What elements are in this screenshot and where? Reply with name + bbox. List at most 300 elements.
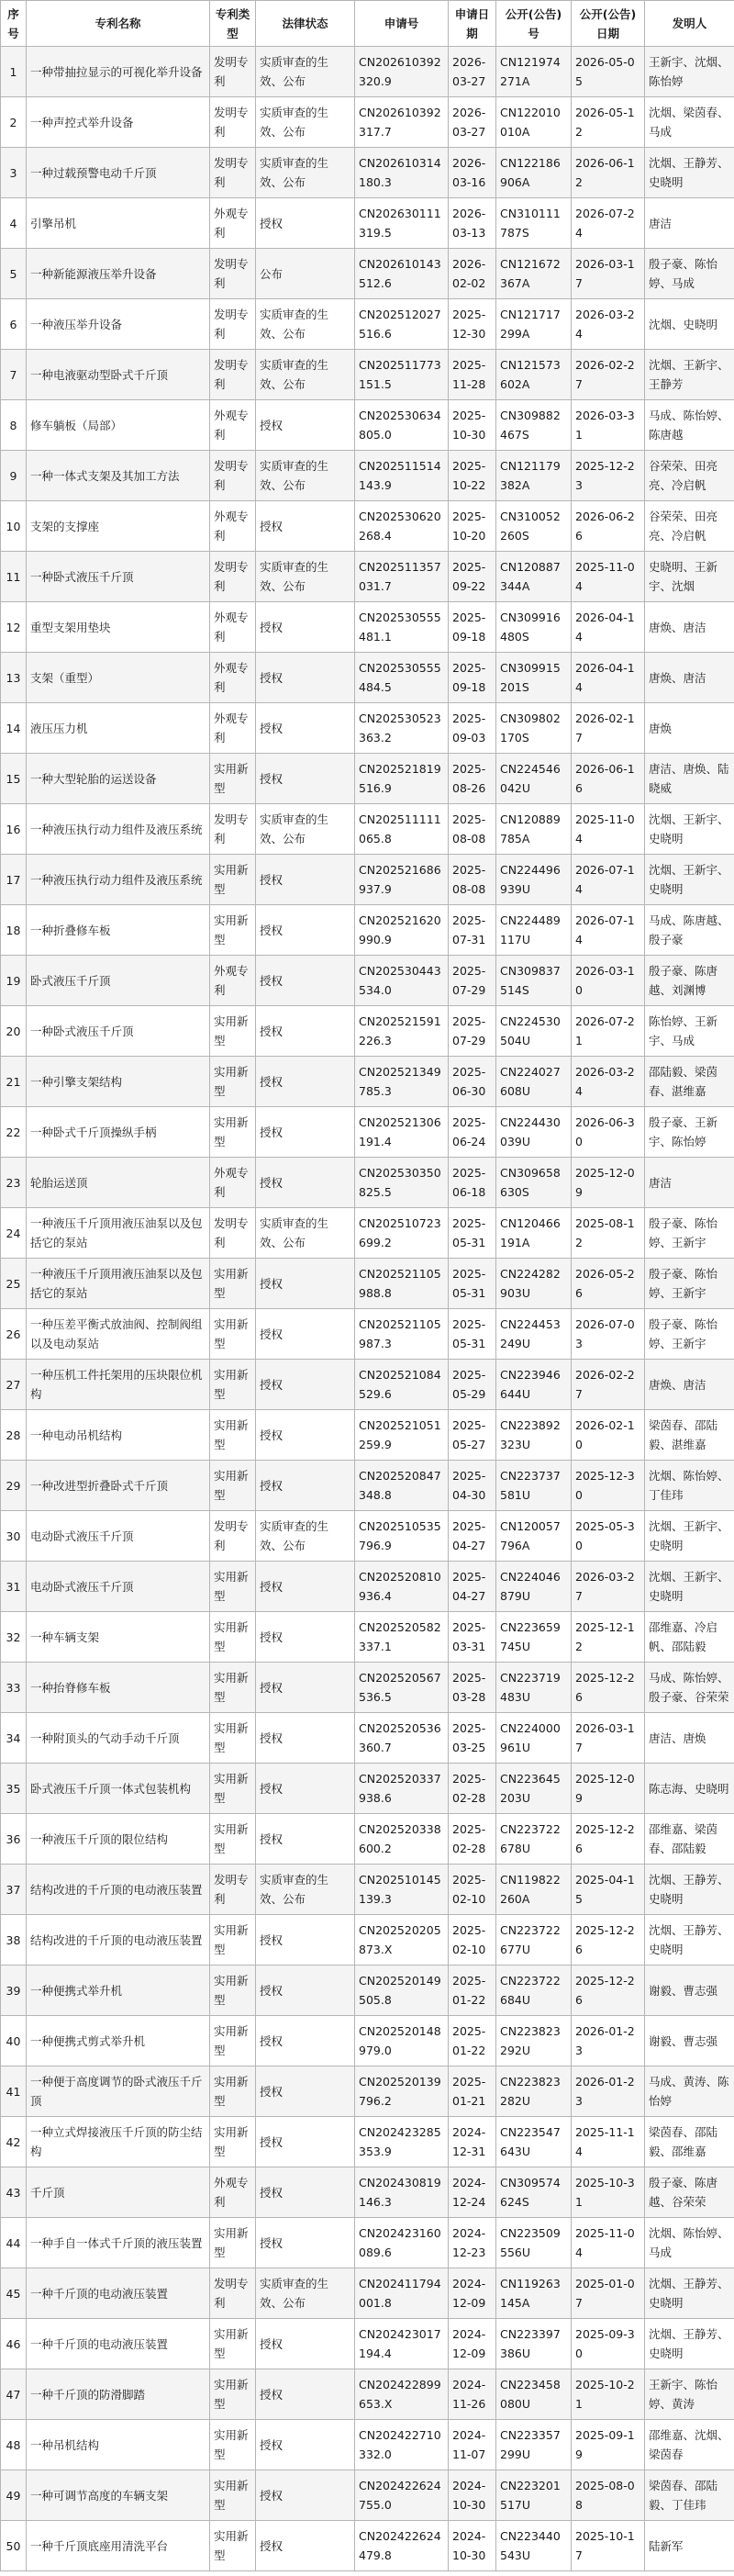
cell-application-date: 2025-03-25 (449, 1713, 496, 1764)
cell-patent-type: 外观专利 (210, 400, 256, 451)
cell-publication-number: CN224489117U (496, 905, 572, 956)
cell-application-number: CN202520536360.7 (355, 1713, 449, 1764)
cell-inventors: 沈烟、王静芳、史晓明 (645, 1915, 734, 1966)
cell-legal-status: 授权 (256, 2521, 355, 2571)
cell-legal-status: 实质审查的生效、公布 (256, 451, 355, 501)
cell-publication-date: 2026-04-14 (572, 653, 645, 703)
table-row (1, 552, 734, 602)
cell-publication-number: CN122010010A (496, 97, 572, 148)
cell-application-number: CN202521084529.6 (355, 1360, 449, 1410)
table-row (1, 1612, 734, 1663)
cell-application-date: 2024-12-09 (449, 2268, 496, 2319)
cell-application-date: 2025-04-27 (449, 1511, 496, 1562)
cell-patent-name: 一种车辆支架 (27, 1612, 210, 1663)
cell-legal-status: 授权 (256, 2016, 355, 2066)
cell-patent-name: 一种手自一体式千斤顶的液压装置 (27, 2218, 210, 2268)
table-row (1, 350, 734, 400)
cell-patent-name: 支架（重型） (27, 653, 210, 703)
cell-application-number: CN202520847348.8 (355, 1461, 449, 1511)
cell-patent-name: 重型支架用垫块 (27, 602, 210, 653)
cell-publication-date: 2025-08-08 (572, 2470, 645, 2521)
cell-application-number: CN202423285353.9 (355, 2117, 449, 2167)
cell-patent-type: 实用新型 (210, 1006, 256, 1057)
cell-application-number: CN202423160089.6 (355, 2218, 449, 2268)
cell-index: 38 (1, 1915, 27, 1966)
cell-publication-date: 2025-08-12 (572, 1208, 645, 1259)
cell-legal-status: 授权 (256, 956, 355, 1006)
cell-publication-date: 2025-12-30 (572, 1461, 645, 1511)
cell-publication-date: 2026-03-24 (572, 299, 645, 350)
cell-legal-status: 实质审查的生效、公布 (256, 350, 355, 400)
cell-inventors: 唐焕 (645, 703, 734, 754)
cell-application-number: CN202521686937.9 (355, 855, 449, 905)
cell-legal-status: 授权 (256, 653, 355, 703)
cell-legal-status: 授权 (256, 1562, 355, 1612)
cell-application-date: 2025-03-28 (449, 1663, 496, 1713)
cell-index: 50 (1, 2521, 27, 2571)
cell-publication-date: 2025-11-04 (572, 2218, 645, 2268)
cell-patent-type: 实用新型 (210, 1410, 256, 1461)
cell-publication-number: CN223397386U (496, 2319, 572, 2369)
cell-legal-status: 授权 (256, 1663, 355, 1713)
cell-patent-name: 一种声控式举升设备 (27, 97, 210, 148)
table-row (1, 1410, 734, 1461)
cell-index: 46 (1, 2319, 27, 2369)
cell-publication-number: CN223823292U (496, 2016, 572, 2066)
cell-index: 16 (1, 804, 27, 855)
cell-application-date: 2025-05-29 (449, 1360, 496, 1410)
cell-inventors: 陈怡婷、王新宇、马成 (645, 1006, 734, 1057)
cell-patent-name: 卧式液压千斤顶一体式包装机构 (27, 1764, 210, 1814)
cell-publication-date: 2026-01-23 (572, 2016, 645, 2066)
cell-publication-number: CN223719483U (496, 1663, 572, 1713)
cell-application-number: CN202530350825.5 (355, 1158, 449, 1208)
cell-application-number: CN202521051259.9 (355, 1410, 449, 1461)
cell-patent-name: 一种液压举升设备 (27, 299, 210, 350)
table-row (1, 1713, 734, 1764)
table-row (1, 1461, 734, 1511)
header-publication-number: 公开(公告)号 (496, 1, 572, 47)
cell-patent-type: 实用新型 (210, 1915, 256, 1966)
cell-publication-date: 2025-12-26 (572, 1966, 645, 2016)
cell-index: 32 (1, 1612, 27, 1663)
cell-legal-status: 授权 (256, 1612, 355, 1663)
table-row (1, 1309, 734, 1360)
cell-patent-name: 一种千斤顶底座用清洗平台 (27, 2521, 210, 2571)
cell-patent-name: 一种折叠修车板 (27, 905, 210, 956)
cell-application-number: CN202511357031.7 (355, 552, 449, 602)
cell-publication-number: CN121573602A (496, 350, 572, 400)
cell-index: 37 (1, 1865, 27, 1915)
cell-application-date: 2026-03-27 (449, 47, 496, 97)
cell-publication-date: 2025-10-31 (572, 2167, 645, 2218)
table-row (1, 2369, 734, 2420)
cell-patent-type: 实用新型 (210, 905, 256, 956)
cell-application-number: CN202422624755.0 (355, 2470, 449, 2521)
cell-inventors: 唐焕、唐洁 (645, 1360, 734, 1410)
cell-application-date: 2026-03-27 (449, 97, 496, 148)
cell-application-number: CN202422899653.X (355, 2369, 449, 2420)
cell-publication-date: 2026-06-12 (572, 148, 645, 198)
cell-patent-name: 一种液压千斤顶用液压油泵以及包括它的泵站 (27, 1259, 210, 1309)
cell-patent-name: 一种抬脊修车板 (27, 1663, 210, 1713)
cell-publication-date: 2026-07-14 (572, 855, 645, 905)
cell-application-date: 2025-09-18 (449, 653, 496, 703)
cell-application-date: 2025-08-08 (449, 804, 496, 855)
cell-publication-date: 2025-12-26 (572, 1915, 645, 1966)
cell-application-number: CN202610314180.3 (355, 148, 449, 198)
cell-patent-name: 一种一体式支架及其加工方法 (27, 451, 210, 501)
cell-index: 33 (1, 1663, 27, 1713)
cell-publication-number: CN224496939U (496, 855, 572, 905)
cell-application-date: 2025-01-22 (449, 2016, 496, 2066)
cell-application-number: CN202520582337.1 (355, 1612, 449, 1663)
table-row (1, 2268, 734, 2319)
cell-index: 1 (1, 47, 27, 97)
table-row (1, 2016, 734, 2066)
cell-publication-number: CN224546042U (496, 754, 572, 804)
cell-patent-name: 液压压力机 (27, 703, 210, 754)
cell-application-number: CN202520149505.8 (355, 1966, 449, 2016)
table-row (1, 1966, 734, 2016)
cell-legal-status: 授权 (256, 2420, 355, 2470)
cell-patent-name: 一种新能源液压举升设备 (27, 249, 210, 299)
cell-application-number: CN202610143512.6 (355, 249, 449, 299)
cell-legal-status: 授权 (256, 1107, 355, 1158)
cell-legal-status: 授权 (256, 1057, 355, 1107)
cell-publication-date: 2026-01-23 (572, 2066, 645, 2117)
cell-publication-number: CN119822260A (496, 1865, 572, 1915)
cell-application-date: 2025-09-18 (449, 602, 496, 653)
header-application-number: 申请号 (355, 1, 449, 47)
cell-legal-status: 授权 (256, 2117, 355, 2167)
cell-publication-date: 2026-06-26 (572, 501, 645, 552)
cell-inventors: 史晓明、王新宇、沈烟 (645, 552, 734, 602)
cell-patent-type: 发明专利 (210, 1511, 256, 1562)
cell-index: 48 (1, 2420, 27, 2470)
cell-application-date: 2025-03-31 (449, 1612, 496, 1663)
cell-publication-number: CN310052260S (496, 501, 572, 552)
cell-legal-status: 实质审查的生效、公布 (256, 804, 355, 855)
cell-patent-name: 一种卧式千斤顶操纵手柄 (27, 1107, 210, 1158)
cell-application-date: 2024-11-26 (449, 2369, 496, 2420)
cell-patent-name: 支架的支撑座 (27, 501, 210, 552)
cell-inventors: 沈烟、王新宇、王静芳 (645, 350, 734, 400)
cell-legal-status: 授权 (256, 2218, 355, 2268)
cell-inventors: 谷荣荣、田亮亮、冷启帆 (645, 451, 734, 501)
table-row (1, 1865, 734, 1915)
cell-application-date: 2025-09-22 (449, 552, 496, 602)
cell-application-number: CN202520205873.X (355, 1915, 449, 1966)
cell-application-date: 2025-05-27 (449, 1410, 496, 1461)
cell-inventors: 殷子豪、陈怡婷、马成 (645, 249, 734, 299)
cell-application-number: CN202510145139.3 (355, 1865, 449, 1915)
cell-application-number: CN202610392317.7 (355, 97, 449, 148)
header-application-date: 申请日期 (449, 1, 496, 47)
cell-publication-number: CN309882467S (496, 400, 572, 451)
cell-application-date: 2025-10-30 (449, 400, 496, 451)
cell-index: 27 (1, 1360, 27, 1410)
header-inventors: 发明人 (645, 1, 734, 47)
cell-index: 19 (1, 956, 27, 1006)
table-row (1, 2521, 734, 2571)
cell-legal-status: 授权 (256, 2066, 355, 2117)
cell-index: 35 (1, 1764, 27, 1814)
cell-publication-number: CN223737581U (496, 1461, 572, 1511)
cell-publication-date: 2025-11-04 (572, 552, 645, 602)
cell-patent-name: 一种可调节高度的车辆支架 (27, 2470, 210, 2521)
cell-patent-type: 实用新型 (210, 2117, 256, 2167)
cell-inventors: 唐焕、唐洁 (645, 602, 734, 653)
cell-index: 43 (1, 2167, 27, 2218)
cell-publication-number: CN121974271A (496, 47, 572, 97)
cell-patent-type: 实用新型 (210, 855, 256, 905)
cell-patent-type: 实用新型 (210, 1612, 256, 1663)
cell-patent-type: 发明专利 (210, 451, 256, 501)
cell-publication-number: CN309802170S (496, 703, 572, 754)
cell-publication-number: CN223946644U (496, 1360, 572, 1410)
cell-inventors: 沈烟、王静芳、史晓明 (645, 2319, 734, 2369)
cell-patent-type: 实用新型 (210, 2016, 256, 2066)
cell-publication-date: 2025-11-04 (572, 804, 645, 855)
table-row (1, 451, 734, 501)
cell-legal-status: 授权 (256, 754, 355, 804)
cell-patent-type: 发明专利 (210, 299, 256, 350)
cell-index: 41 (1, 2066, 27, 2117)
table-header-row (1, 1, 734, 47)
table-row (1, 1663, 734, 1713)
cell-application-number: CN202521349785.3 (355, 1057, 449, 1107)
table-row (1, 1208, 734, 1259)
cell-inventors: 陆新军 (645, 2521, 734, 2571)
table-row (1, 249, 734, 299)
cell-inventors: 沈烟、史晓明 (645, 299, 734, 350)
cell-patent-name: 一种液压千斤顶用液压油泵以及包括它的泵站 (27, 1208, 210, 1259)
cell-patent-type: 实用新型 (210, 2369, 256, 2420)
cell-inventors: 唐焕、唐洁 (645, 653, 734, 703)
table-row (1, 400, 734, 451)
cell-publication-number: CN223645203U (496, 1764, 572, 1814)
cell-publication-date: 2026-07-14 (572, 905, 645, 956)
cell-publication-date: 2026-04-14 (572, 602, 645, 653)
cell-patent-name: 一种附顶头的气动手动千斤顶 (27, 1713, 210, 1764)
cell-inventors: 沈烟、王新宇、史晓明 (645, 804, 734, 855)
cell-publication-date: 2026-02-10 (572, 1410, 645, 1461)
cell-publication-number: CN224046879U (496, 1562, 572, 1612)
cell-legal-status: 授权 (256, 602, 355, 653)
table-row (1, 299, 734, 350)
cell-application-date: 2025-06-18 (449, 1158, 496, 1208)
cell-patent-type: 实用新型 (210, 1764, 256, 1814)
cell-index: 47 (1, 2369, 27, 2420)
cell-inventors: 沈烟、陈怡婷、丁佳玮 (645, 1461, 734, 1511)
cell-patent-type: 实用新型 (210, 2319, 256, 2369)
cell-patent-type: 实用新型 (210, 1966, 256, 2016)
table-row (1, 1360, 734, 1410)
header-index: 序号 (1, 1, 27, 47)
table-row (1, 198, 734, 249)
cell-application-number: CN202530443534.0 (355, 956, 449, 1006)
cell-patent-name: 引擎吊机 (27, 198, 210, 249)
cell-application-number: CN202530555481.1 (355, 602, 449, 653)
cell-publication-number: CN119263145A (496, 2268, 572, 2319)
cell-publication-number: CN122186906A (496, 148, 572, 198)
cell-publication-number: CN223892323U (496, 1410, 572, 1461)
cell-application-number: CN202411794001.8 (355, 2268, 449, 2319)
cell-legal-status: 授权 (256, 1713, 355, 1764)
cell-publication-date: 2025-04-15 (572, 1865, 645, 1915)
cell-application-date: 2025-02-10 (449, 1915, 496, 1966)
cell-application-number: CN202530634805.0 (355, 400, 449, 451)
cell-patent-name: 一种卧式液压千斤顶 (27, 1006, 210, 1057)
cell-patent-type: 实用新型 (210, 2470, 256, 2521)
cell-patent-name: 结构改进的千斤顶的电动液压装置 (27, 1865, 210, 1915)
cell-publication-number: CN223722678U (496, 1814, 572, 1865)
table-row (1, 602, 734, 653)
cell-legal-status: 授权 (256, 2470, 355, 2521)
cell-publication-date: 2025-01-07 (572, 2268, 645, 2319)
cell-application-date: 2024-12-24 (449, 2167, 496, 2218)
cell-index: 7 (1, 350, 27, 400)
cell-inventors: 陈志海、史晓明 (645, 1764, 734, 1814)
cell-patent-name: 一种便携式剪式举升机 (27, 2016, 210, 2066)
cell-patent-type: 发明专利 (210, 148, 256, 198)
cell-application-date: 2026-02-02 (449, 249, 496, 299)
cell-legal-status: 实质审查的生效、公布 (256, 148, 355, 198)
cell-application-number: CN202511111065.8 (355, 804, 449, 855)
cell-index: 26 (1, 1309, 27, 1360)
cell-patent-name: 一种液压千斤顶的限位结构 (27, 1814, 210, 1865)
cell-legal-status: 授权 (256, 1259, 355, 1309)
cell-publication-number: CN223823282U (496, 2066, 572, 2117)
cell-publication-number: CN120057796A (496, 1511, 572, 1562)
cell-application-date: 2025-02-10 (449, 1865, 496, 1915)
table-row (1, 804, 734, 855)
cell-inventors: 王新宇、沈烟、陈怡婷 (645, 47, 734, 97)
cell-legal-status: 授权 (256, 703, 355, 754)
cell-application-date: 2025-02-28 (449, 1814, 496, 1865)
cell-application-number: CN202511773151.5 (355, 350, 449, 400)
cell-publication-number: CN121672367A (496, 249, 572, 299)
cell-legal-status: 授权 (256, 400, 355, 451)
cell-patent-name: 一种压机工件托架用的压块限位机构 (27, 1360, 210, 1410)
cell-publication-number: CN223722677U (496, 1915, 572, 1966)
cell-legal-status: 授权 (256, 1158, 355, 1208)
cell-index: 45 (1, 2268, 27, 2319)
table-row (1, 956, 734, 1006)
cell-legal-status: 公布 (256, 249, 355, 299)
cell-index: 6 (1, 299, 27, 350)
cell-publication-number: CN224453249U (496, 1309, 572, 1360)
cell-index: 42 (1, 2117, 27, 2167)
cell-publication-number: CN309916480S (496, 602, 572, 653)
cell-index: 22 (1, 1107, 27, 1158)
cell-patent-type: 实用新型 (210, 2420, 256, 2470)
cell-patent-type: 实用新型 (210, 2066, 256, 2117)
cell-publication-number: CN224282903U (496, 1259, 572, 1309)
cell-inventors: 唐洁、唐焕、陆晓威 (645, 754, 734, 804)
table-row (1, 1915, 734, 1966)
cell-legal-status: 授权 (256, 2319, 355, 2369)
cell-application-date: 2025-05-31 (449, 1309, 496, 1360)
header-publication-date: 公开(公告)日期 (572, 1, 645, 47)
cell-patent-type: 发明专利 (210, 249, 256, 299)
table-row (1, 855, 734, 905)
cell-inventors: 沈烟、陈怡婷、马成 (645, 2218, 734, 2268)
cell-patent-name: 千斤顶 (27, 2167, 210, 2218)
cell-publication-number: CN223722684U (496, 1966, 572, 2016)
cell-patent-name: 一种便于高度调节的卧式液压千斤顶 (27, 2066, 210, 2117)
cell-application-number: CN202520338600.2 (355, 1814, 449, 1865)
cell-publication-number: CN223547643U (496, 2117, 572, 2167)
table-row (1, 501, 734, 552)
cell-inventors: 梁茵春、邵陆毅、湛维嘉 (645, 1410, 734, 1461)
cell-inventors: 谢毅、曹志强 (645, 1966, 734, 2016)
cell-index: 4 (1, 198, 27, 249)
cell-application-date: 2025-04-30 (449, 1461, 496, 1511)
cell-patent-name: 修车躺板（局部） (27, 400, 210, 451)
cell-index: 44 (1, 2218, 27, 2268)
table-row (1, 703, 734, 754)
cell-publication-date: 2026-06-30 (572, 1107, 645, 1158)
cell-inventors: 沈烟、王新宇、史晓明 (645, 1562, 734, 1612)
cell-publication-number: CN121179382A (496, 451, 572, 501)
table-row (1, 47, 734, 97)
cell-application-date: 2025-12-30 (449, 299, 496, 350)
cell-index: 17 (1, 855, 27, 905)
cell-index: 10 (1, 501, 27, 552)
cell-index: 15 (1, 754, 27, 804)
cell-application-number: CN202610392320.9 (355, 47, 449, 97)
cell-application-date: 2024-10-30 (449, 2470, 496, 2521)
cell-inventors: 梁茵春、邵陆毅、丁佳玮 (645, 2470, 734, 2521)
cell-publication-date: 2026-07-03 (572, 1309, 645, 1360)
cell-application-number: CN202530555484.5 (355, 653, 449, 703)
table-row (1, 1057, 734, 1107)
cell-application-number: CN202521306191.4 (355, 1107, 449, 1158)
cell-publication-number: CN120466191A (496, 1208, 572, 1259)
cell-inventors: 殷子豪、陈唐越、谷荣荣 (645, 2167, 734, 2218)
cell-index: 34 (1, 1713, 27, 1764)
cell-index: 2 (1, 97, 27, 148)
cell-patent-type: 发明专利 (210, 1208, 256, 1259)
cell-application-date: 2025-10-20 (449, 501, 496, 552)
cell-legal-status: 授权 (256, 905, 355, 956)
cell-publication-date: 2025-09-19 (572, 2420, 645, 2470)
table-row (1, 2420, 734, 2470)
cell-index: 11 (1, 552, 27, 602)
cell-application-date: 2025-06-24 (449, 1107, 496, 1158)
cell-application-number: CN202521620990.9 (355, 905, 449, 956)
cell-application-number: CN202520139796.2 (355, 2066, 449, 2117)
cell-legal-status: 实质审查的生效、公布 (256, 1511, 355, 1562)
cell-application-number: CN202630111319.5 (355, 198, 449, 249)
cell-index: 9 (1, 451, 27, 501)
table-row (1, 1158, 734, 1208)
cell-application-number: CN202422624479.8 (355, 2521, 449, 2571)
cell-application-date: 2025-09-03 (449, 703, 496, 754)
table-row (1, 754, 734, 804)
cell-publication-date: 2026-02-27 (572, 1360, 645, 1410)
cell-legal-status: 实质审查的生效、公布 (256, 1208, 355, 1259)
cell-patent-name: 一种千斤顶的防滑脚踏 (27, 2369, 210, 2420)
cell-index: 5 (1, 249, 27, 299)
cell-patent-name: 一种千斤顶的电动液压装置 (27, 2319, 210, 2369)
cell-publication-date: 2026-03-10 (572, 956, 645, 1006)
cell-application-number: CN202520148979.0 (355, 2016, 449, 2066)
cell-application-date: 2026-03-16 (449, 148, 496, 198)
cell-application-date: 2025-08-08 (449, 855, 496, 905)
